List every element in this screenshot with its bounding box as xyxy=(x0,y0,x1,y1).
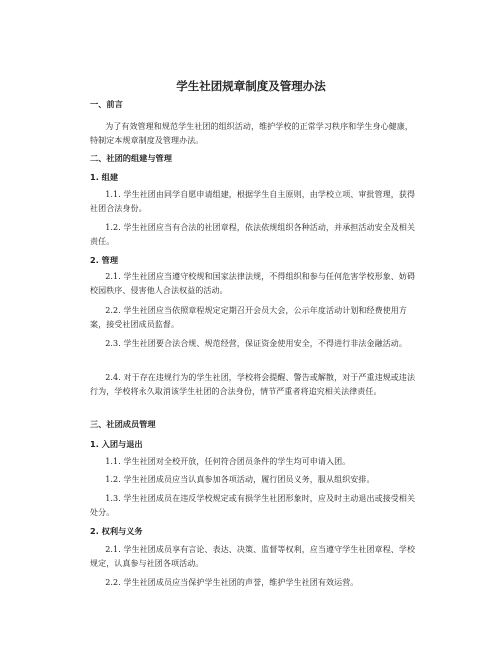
paragraph-2-3: 2.3. 学生社团要合法合规、规范经营，保证资金使用安全，不得进行非法金融活动。 xyxy=(105,339,407,348)
subsection-heading-join-exit: 1. 入团与退出 xyxy=(90,439,143,449)
paragraph-3-2-1: 2.1. 学生社团成员享有言论、表达、决策、监督等权利，应当遵守学生社团章程、学校规定，认真参与社团各项活动。 xyxy=(90,545,416,568)
paragraph-3-2-2: 2.2. 学生社团成员应当保护学生社团的声誉，维护学生社团有效运营。 xyxy=(105,578,359,587)
section-heading-members: 三、社团成员管理 xyxy=(90,419,156,429)
paragraph-preface: 为了有效管理和规范学生社团的组织活动，维护学校的正常学习秩序和学生身心健康，特制定本规章制度及管理办法。 xyxy=(90,122,413,145)
paragraph-2-1: 2.1. 学生社团应当遵守校规和国家法律法规，不得组织和参与任何危害学校形象、妨碍校园秩序、侵害他人合法权益的活动。 xyxy=(90,272,416,295)
section-heading-establishment: 二、社团的组建与管理 xyxy=(90,153,172,163)
paragraph-2-4: 2.4. 对于存在违规行为的学生社团，学校将会提醒、警告或解散，对于严重违规或违法行为，学校将永久取消该学生社团的合法身份，情节严重者将追究相关法律责任。 xyxy=(90,373,416,396)
document-title: 学生社团规章制度及管理办法 xyxy=(176,79,326,93)
subsection-heading-manage: 2. 管理 xyxy=(90,255,119,265)
paragraph-1-2: 1.2. 学生社团应当有合法的社团章程，依法依规组织各种活动，并承担活动安全及相关责任。 xyxy=(90,223,416,246)
section-heading-preface: 一、前言 xyxy=(90,99,123,109)
subsection-heading-establish: 1. 组建 xyxy=(90,172,119,182)
subsection-heading-rights-duties: 2. 权利与义务 xyxy=(90,526,143,536)
paragraph-1-1: 1.1. 学生社团由同学自愿申请组建，根据学生自主原则，由学校立项、审批管理，获得社团合法身份。 xyxy=(90,190,416,213)
paragraph-3-1-1: 1.1. 学生社团对全校开放，任何符合团员条件的学生均可申请入团。 xyxy=(105,457,351,466)
paragraph-3-1-2: 1.2. 学生社团成员应当认真参加各项活动，履行团员义务，服从组织安排。 xyxy=(105,475,375,484)
paragraph-2-2: 2.2. 学生社团应当依照章程规定定期召开会员大会，公示年度活动计划和经费使用方案，接受社团成员监督。 xyxy=(90,306,407,329)
paragraph-3-1-3: 1.3. 学生社团成员在违反学校规定或有损学生社团形象时，应及时主动退出或接受相关处分。 xyxy=(90,494,416,517)
